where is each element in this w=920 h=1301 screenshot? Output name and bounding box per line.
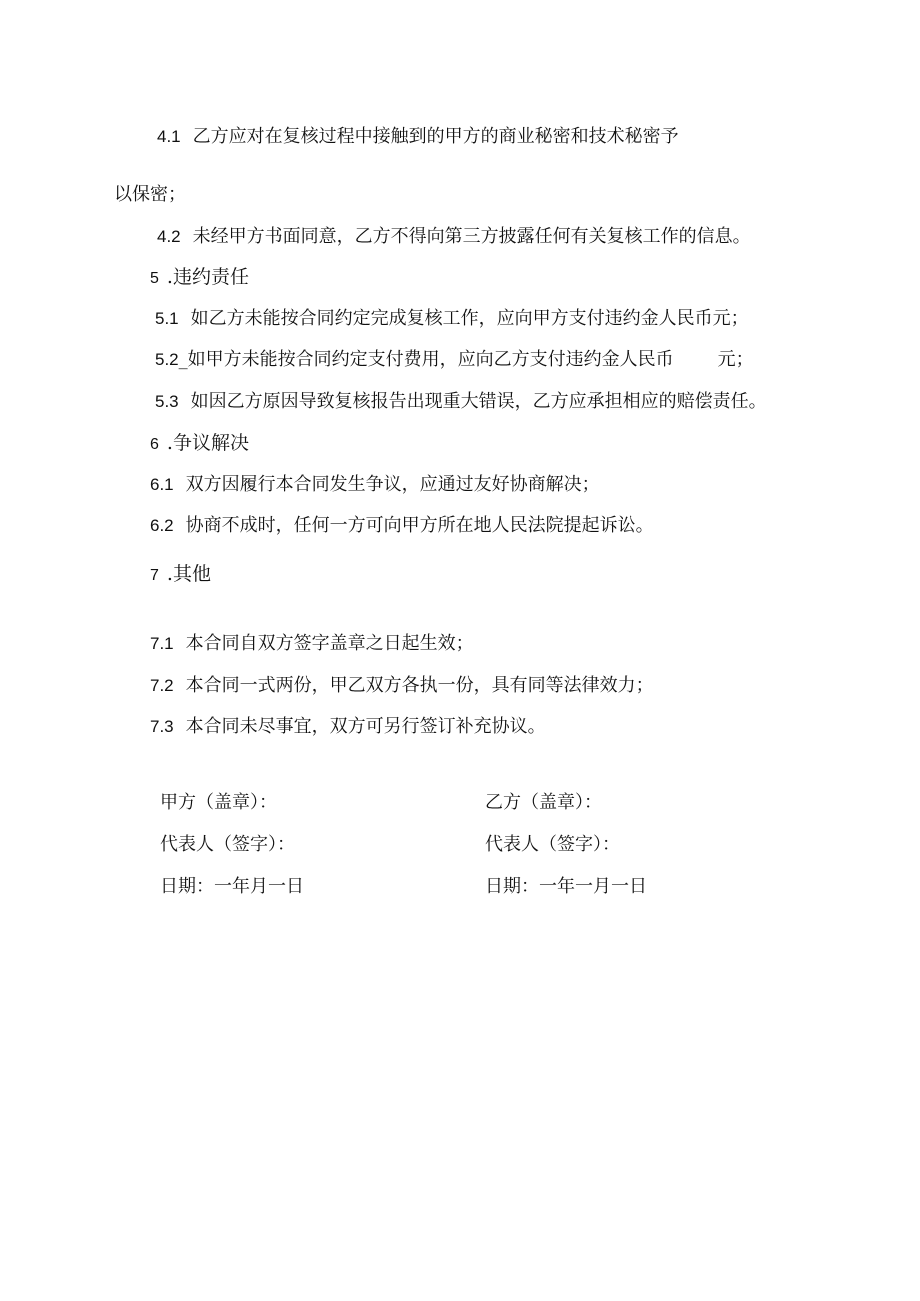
section-heading-6 bbox=[150, 431, 249, 457]
clause-number: 6.1 bbox=[150, 475, 174, 494]
clause-4-1-continued bbox=[114, 183, 186, 207]
clause-text: 本合同一式两份，甲乙双方各执一份，具有同等法律效力； bbox=[185, 675, 654, 696]
clause-text: 如因乙方原因导致复核报告出现重大错误，乙方应承担相应的赔偿责任。 bbox=[190, 391, 767, 412]
party-b-date: 日期：一年一月一日 bbox=[485, 876, 647, 897]
clause-7-2 bbox=[150, 674, 654, 698]
clause-5-3 bbox=[155, 390, 767, 414]
clause-5-1 bbox=[155, 307, 749, 331]
clause-number: 7.3 bbox=[150, 717, 174, 736]
clause-7-1 bbox=[150, 632, 474, 656]
party-b-seal: 乙方（盖章）： bbox=[485, 792, 602, 813]
clause-number: 5.3 bbox=[155, 392, 179, 411]
clause-text: 如乙方未能按合同约定完成复核工作，应向甲方支付违约金人民币元； bbox=[190, 308, 749, 329]
clause-tail: 元； bbox=[717, 349, 754, 370]
section-number: 7 bbox=[150, 567, 159, 584]
clause-6-2 bbox=[150, 514, 654, 538]
clause-number: 5.1 bbox=[155, 309, 179, 328]
section-number: 6 bbox=[150, 436, 159, 453]
clause-text: 以保密； bbox=[114, 184, 186, 205]
clause-text: 双方因履行本合同发生争议，应通过友好协商解决； bbox=[185, 474, 600, 495]
clause-text: 乙方应对在复核过程中接触到的甲方的商业秘密和技术秘密予 bbox=[192, 126, 679, 147]
section-heading-7 bbox=[150, 562, 211, 588]
clause-7-3 bbox=[150, 715, 546, 739]
clause-number: 4.1 bbox=[157, 127, 181, 146]
clause-6-1 bbox=[150, 473, 600, 497]
clause-5-2 bbox=[155, 348, 754, 372]
section-title: .违约责任 bbox=[166, 266, 249, 288]
clause-number: 5.2 bbox=[155, 350, 179, 369]
clause-number: 4.2 bbox=[157, 227, 181, 246]
party-b-representative: 代表人（签字）： bbox=[485, 834, 620, 855]
party-a-date: 日期：一年月一日 bbox=[160, 876, 304, 897]
clause-number: 7.2 bbox=[150, 676, 174, 695]
section-heading-5 bbox=[150, 265, 249, 291]
clause-text: 未经甲方书面同意，乙方不得向第三方披露任何有关复核工作的信息。 bbox=[192, 226, 751, 247]
section-title: .争议解决 bbox=[166, 432, 249, 454]
clause-4-2 bbox=[157, 225, 751, 249]
section-number: 5 bbox=[150, 270, 159, 287]
clause-text: 协商不成时，任何一方可向甲方所在地人民法院提起诉讼。 bbox=[185, 515, 654, 536]
party-a-seal: 甲方（盖章）： bbox=[160, 792, 277, 813]
party-a-representative: 代表人（签字）： bbox=[160, 834, 295, 855]
clause-4-1 bbox=[157, 125, 679, 149]
clause-text: 本合同未尽事宜，双方可另行签订补充协议。 bbox=[185, 716, 546, 737]
clause-text: _如甲方未能按合同约定支付费用，应向乙方支付违约金人民币 bbox=[178, 349, 674, 370]
clause-text: 本合同自双方签字盖章之日起生效； bbox=[185, 633, 474, 654]
clause-number: 7.1 bbox=[150, 634, 174, 653]
section-title: .其他 bbox=[166, 563, 211, 585]
clause-number: 6.2 bbox=[150, 516, 174, 535]
